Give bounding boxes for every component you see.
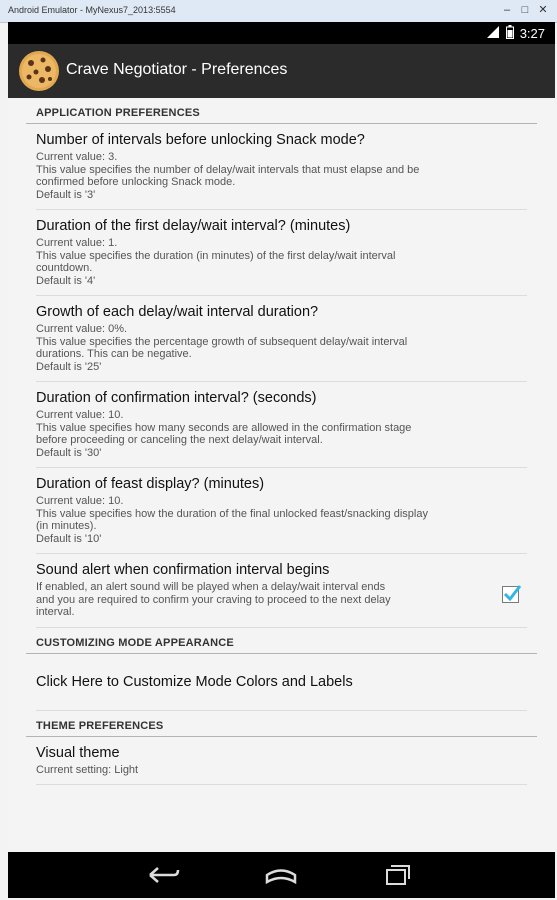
pref-summary-line: This value specifies the percentage growth of subsequent delay/wait interval (36, 335, 408, 348)
recent-apps-icon[interactable] (380, 862, 414, 888)
pref-visual-theme[interactable] (36, 737, 527, 786)
sound-alert-checkbox[interactable] (502, 586, 519, 603)
pref-title: Sound alert when confirmation interval begins (36, 562, 330, 578)
app-title: Crave Negotiator - Preferences (66, 61, 288, 78)
pref-summary-line: Current value: 0%. (36, 323, 128, 335)
section-header-theme: THEME PREFERENCES (26, 711, 537, 737)
pref-title: Number of intervals before unlocking Snack mode? (36, 132, 365, 148)
pref-summary-line: Default is '3' (36, 188, 96, 201)
pref-summary-line: This value specifies the number of delay/wait intervals that must elapse and be (36, 163, 420, 176)
pref-summary-line: If enabled, an alert sound will be played when a delay/wait interval ends (36, 581, 386, 593)
pref-confirmation-interval[interactable] (36, 382, 527, 468)
status-bar (8, 22, 555, 44)
checkmark-icon (502, 583, 522, 603)
pref-summary-line: This value specifies the duration (in minutes) of the first delay/wait interval (36, 249, 396, 262)
pref-sound-alert[interactable] (36, 554, 527, 628)
pref-summary-line: This value specifies how many seconds are allowed in the confirmation stage (36, 421, 412, 434)
pref-summary-line: Current value: 1. (36, 237, 118, 249)
pref-summary-line: durations. This can be negative. (36, 348, 192, 360)
signal-icon (486, 25, 500, 42)
back-icon[interactable] (146, 862, 180, 888)
pref-feast-display-duration[interactable] (36, 468, 527, 554)
pref-summary-line: (in minutes). (36, 520, 97, 532)
pref-summary-line: Default is '10' (36, 532, 102, 545)
pref-summary-line: Default is '4' (36, 274, 96, 287)
emulator-window-titlebar (0, 0, 557, 23)
pref-summary-line: before proceeding or canceling the next delay/wait interval. (36, 434, 323, 446)
cookie-icon[interactable] (18, 50, 60, 92)
device-screen (8, 22, 555, 898)
home-icon[interactable] (264, 862, 298, 888)
pref-intervals-before-unlock[interactable] (36, 124, 527, 210)
close-button[interactable]: ✕ (538, 4, 548, 16)
pref-summary-line: Current value: 3. (36, 151, 118, 163)
minimize-button[interactable]: – (503, 4, 511, 16)
pref-summary-line: confirmed before unlocking Snack mode. (36, 176, 236, 188)
pref-summary-line: This value specifies how the duration of the final unlocked feast/snacking display (36, 507, 428, 520)
pref-interval-growth[interactable] (36, 296, 527, 382)
pref-summary-line: Default is '25' (36, 360, 102, 373)
maximize-button[interactable]: □ (521, 4, 529, 16)
clock: 3:27 (519, 26, 545, 41)
customize-mode-link[interactable]: Click Here to Customize Mode Colors and Labels (36, 654, 527, 711)
pref-summary-line: Current value: 10. (36, 495, 124, 507)
pref-summary-line: Current value: 10. (36, 409, 124, 421)
navigation-bar (8, 852, 555, 898)
pref-title: Growth of each delay/wait interval duration? (36, 304, 319, 320)
pref-first-interval-duration[interactable] (36, 210, 527, 296)
pref-title: Duration of feast display? (minutes) (36, 476, 265, 492)
pref-summary-line: countdown. (36, 262, 93, 274)
pref-title: Duration of the first delay/wait interval? (minutes) (36, 218, 351, 234)
pref-title: Visual theme (36, 744, 120, 761)
pref-summary-line: Default is '30' (36, 446, 102, 459)
pref-summary-line: and you are required to confirm your craving to proceed to the next delay (36, 593, 391, 606)
battery-icon (506, 25, 514, 42)
pref-title: Duration of confirmation interval? (seconds) (36, 390, 317, 406)
section-header-customizing: CUSTOMIZING MODE APPEARANCE (26, 628, 537, 654)
window-title: Android Emulator - MyNexus7_2013:5554 (8, 5, 176, 15)
preferences-list[interactable] (8, 98, 555, 852)
action-bar (8, 44, 555, 99)
pref-summary-line: Current setting: Light (36, 763, 139, 776)
pref-summary-line: interval. (36, 606, 75, 618)
section-header-app-prefs: APPLICATION PREFERENCES (26, 98, 537, 124)
